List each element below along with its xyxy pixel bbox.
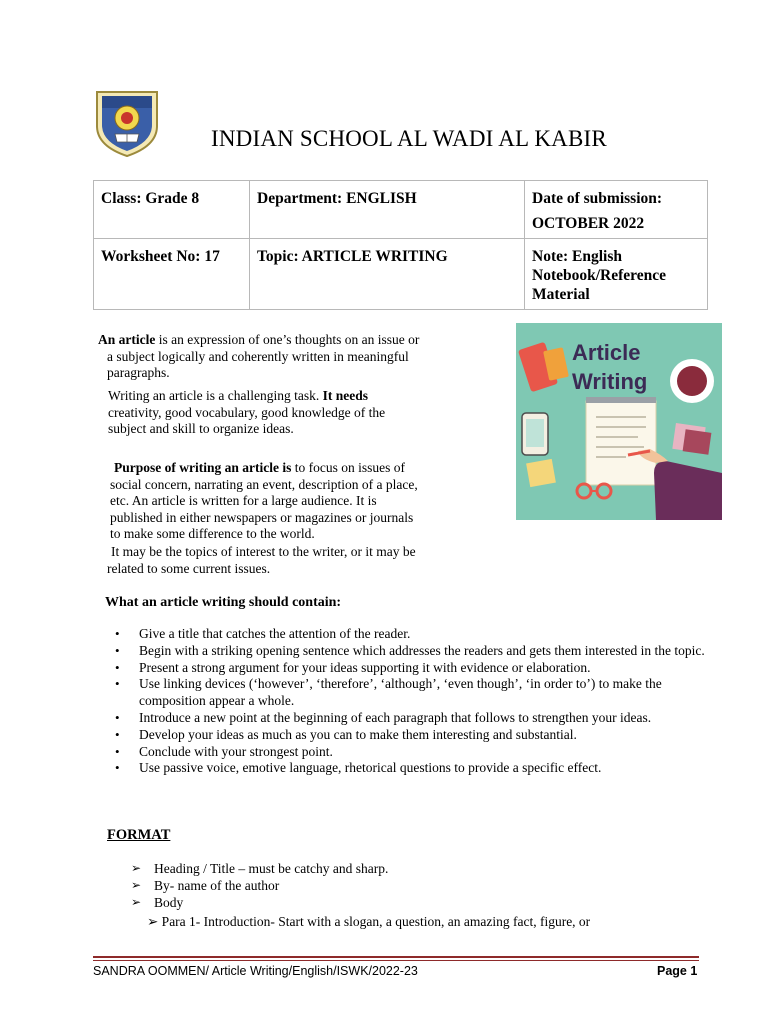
note-line: Notebook/Reference: [532, 267, 667, 284]
list-item: • Begin with a striking opening sentence which addresses the readers and gets them interested in the topic.: [113, 643, 713, 660]
illustration-title-line1: Article: [572, 340, 641, 365]
info-row: [94, 239, 708, 310]
list-item: • Develop your ideas as much as you can to make them interesting and substantial.: [113, 727, 713, 744]
text-line: a subject logically and coherently written in meaningful: [107, 348, 409, 364]
list-item: ➢ By- name of the author: [131, 877, 388, 894]
bold-term: It needs: [322, 388, 369, 403]
note-line: Material: [532, 286, 590, 303]
list-item: ➢ Body: [131, 894, 388, 911]
text-line: social concern, narrating an event, description of a place,: [110, 476, 418, 492]
text-line: etc. An article is written for a large audience. It is: [110, 493, 377, 508]
school-name: INDIAN SCHOOL AL WADI AL KABIR: [211, 126, 607, 151]
date-cell: [525, 181, 708, 239]
list-item: • Present a strong argument for your ideas supporting it with evidence or elaboration.: [113, 660, 713, 677]
text-line: is an expression of one’s thoughts on an issue or: [155, 332, 420, 347]
format-list: [131, 860, 388, 911]
note-line: Note: English: [532, 248, 622, 265]
text-line: to focus on issues of: [291, 460, 405, 475]
page-number: Page 1: [657, 964, 698, 978]
list-item: • Introduce a new point at the beginning of each paragraph that follows to strengthen your ideas.: [113, 710, 713, 727]
bold-term: Purpose of writing an article is: [114, 460, 292, 475]
date-value: OCTOBER 2022: [532, 215, 645, 232]
class-cell: Class: Grade 8: [94, 181, 250, 239]
format-heading: FORMAT: [107, 827, 171, 843]
bold-term: An article: [98, 332, 156, 347]
article-definition-paragraph: [98, 332, 419, 382]
date-label: Date of submission:: [532, 190, 663, 207]
contain-list: [113, 626, 713, 777]
article-writing-illustration: [516, 323, 722, 520]
worksheet-info-table: [93, 180, 708, 310]
list-item: • Use linking devices (‘however’, ‘therefore’, ‘although’, ‘even though’, ‘in order to’) to make the composition appear a whole.: [113, 676, 713, 710]
text-line: published in either newspapers or magazines or journals: [110, 509, 414, 525]
list-item: • Use passive voice, emotive language, rhetorical questions to provide a specific effect.: [113, 760, 713, 777]
list-item: • Give a title that catches the attention of the reader.: [113, 626, 713, 643]
footer-author: SANDRA OOMMEN/ Article Writing/English/ISWK/2022-23: [93, 964, 418, 978]
department-cell: Department: ENGLISH: [250, 181, 525, 239]
text-line: creativity, good vocabulary, good knowledge of the: [108, 404, 386, 420]
purpose-paragraph: [110, 460, 418, 543]
footer-rule: [93, 956, 699, 958]
text-line: related to some current issues.: [107, 560, 271, 576]
worksheet-cell: Worksheet No: 17: [94, 239, 250, 310]
info-row: [94, 181, 708, 239]
illustration-title-line2: Writing: [572, 369, 648, 394]
format-sub-item: ➢ Para 1- Introduction- Start with a slogan, a question, an amazing fact, figure, or: [147, 914, 591, 929]
text-line: Writing an article is a challenging task.: [108, 388, 323, 403]
challenge-paragraph: [108, 388, 385, 438]
text-line: subject and skill to organize ideas.: [108, 421, 294, 436]
list-item: ➢ Heading / Title – must be catchy and sharp.: [131, 860, 388, 877]
topics-paragraph: [107, 544, 416, 577]
school-crest-logo: [93, 88, 161, 158]
topic-cell: Topic: ARTICLE WRITING: [250, 239, 525, 310]
contain-heading: What an article writing should contain:: [105, 595, 342, 610]
text-line: paragraphs.: [107, 365, 170, 380]
text-line: to make some difference to the world.: [110, 526, 315, 541]
text-line: It may be the topics of interest to the writer, or it may be: [111, 544, 416, 559]
note-cell: [525, 239, 708, 310]
footer-rule: [93, 960, 699, 961]
list-item: • Conclude with your strongest point.: [113, 744, 713, 761]
